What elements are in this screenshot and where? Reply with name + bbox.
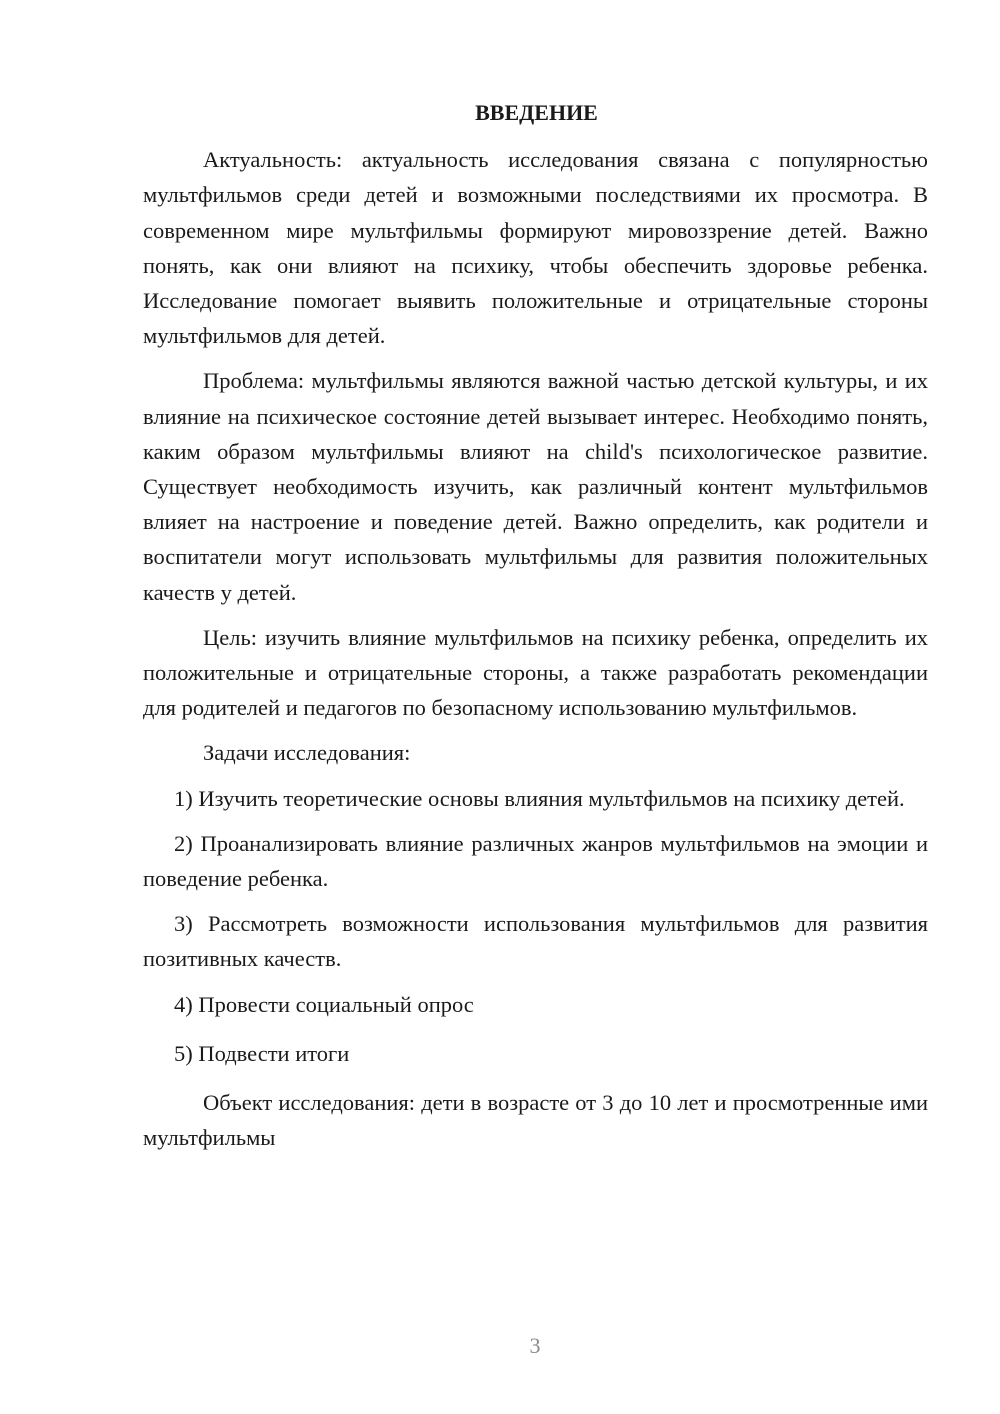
tasks-heading: Задачи исследования:	[203, 740, 411, 766]
task-item: 5) Подвести итоги	[174, 1040, 350, 1066]
problem-paragraph: Проблема: мультфильмы являются важной частью детской культуры, и их влияние на психическое состояние детей вызывает интерес. Необходимо понять, каким образом мультфильмы влияют на child's психологическое развитие. Существует необходимость изучить, как различный контент мультфильмов влияет на настроение и поведение детей. Важно определить, как родители и воспитатели могут использовать мультфильмы для развития положительных качеств у детей.	[143, 368, 928, 605]
page-number: 3	[529, 1333, 541, 1358]
task-item: 1) Изучить теоретические основы влияния мультфильмов на психику детей.	[174, 785, 905, 811]
task-item: 2) Проанализировать влияние различных жанров мультфильмов на эмоции и поведение ребенка.	[143, 830, 928, 892]
task-item: 3) Рассмотреть возможности использования мультфильмов для развития позитивных качеств.	[143, 911, 928, 972]
section-heading: ВВЕДЕНИЕ	[475, 100, 598, 125]
relevance-paragraph: Актуальность: актуальность исследования связана с популярностью мультфильмов среди детей и возможными последствиями их просмотра. В современном мире мультфильмы формируют мировоззрение детей. Важно понять, как они влияют на психику, чтобы обеспечить здоровье ребенка. Исследование помогает выявить положительные и отрицательные стороны мультфильмов для детей.	[143, 147, 928, 349]
goal-paragraph: Цель: изучить влияние мультфильмов на психику ребенка, определить их положительные и отрицательные стороны, а также разработать рекомендации для родителей и педагогов по безопасному использованию мультфильмов.	[143, 624, 928, 721]
task-item: 4) Провести социальный опрос	[174, 991, 474, 1017]
object-paragraph: Объект исследования: дети в возрасте от 3 до 10 лет и просмотренные ими мультфильмы	[143, 1090, 928, 1151]
page-body	[143, 95, 928, 1165]
